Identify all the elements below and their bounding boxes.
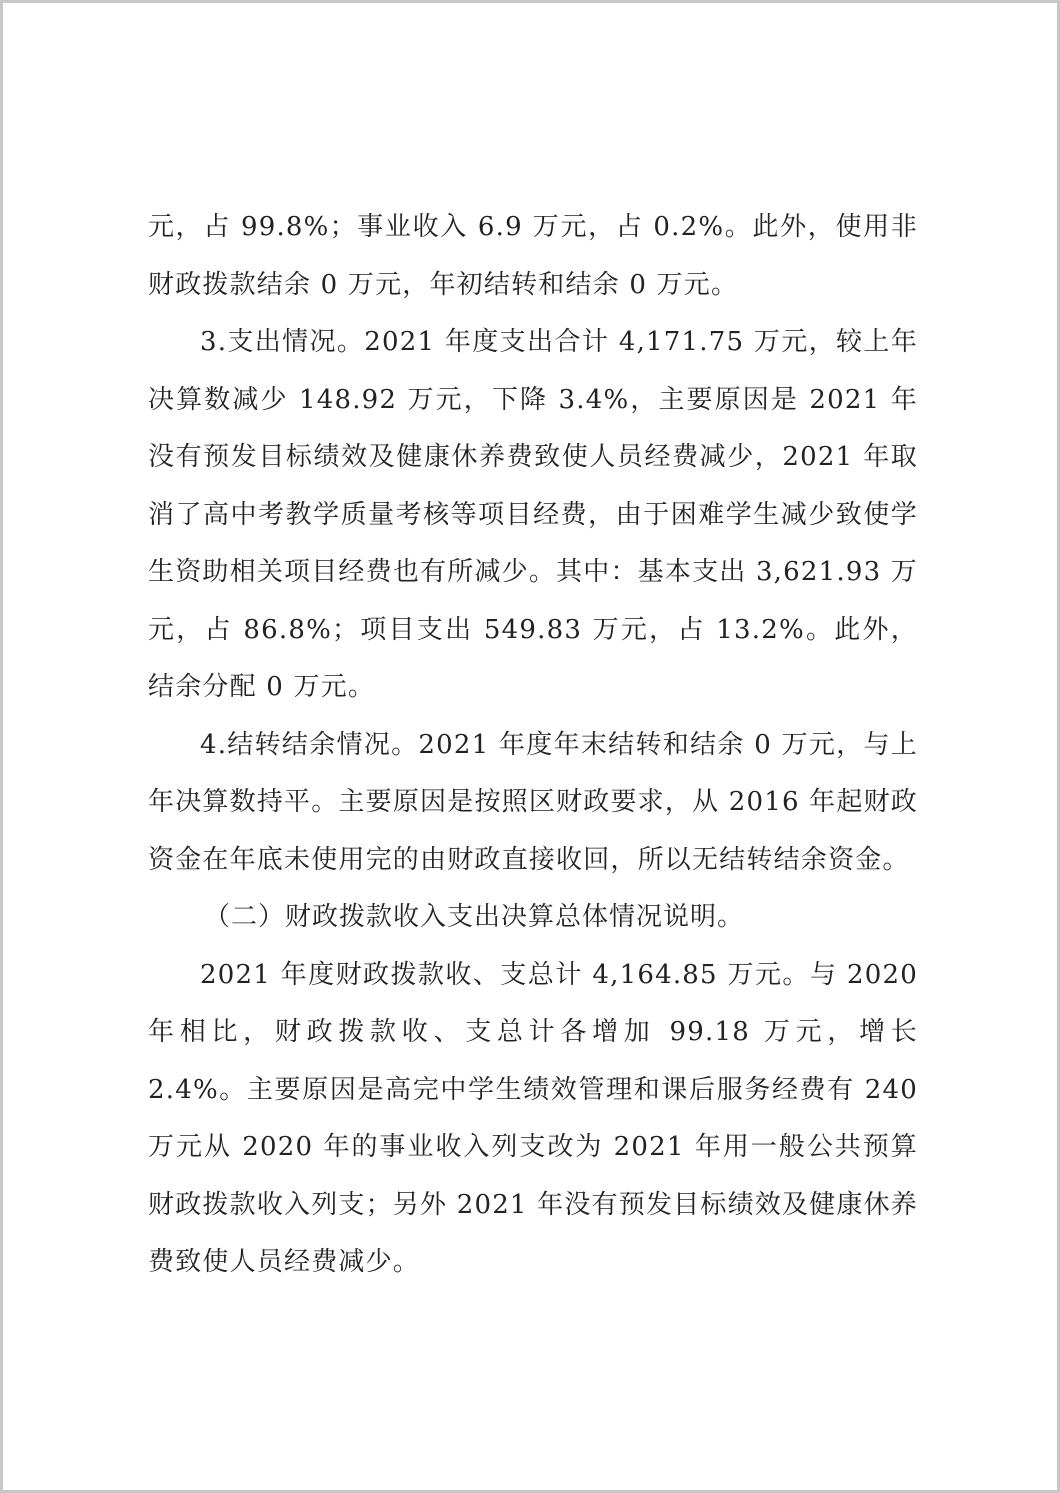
paragraph-income-continued: 元，占 99.8%；事业收入 6.9 万元，占 0.2%。此外，使用非财政拨款结余 0 万元，年初结转和结余 0 万元。	[148, 212, 918, 300]
section-heading-fiscal-appropriation: （二）财政拨款收入支出决算总体情况说明。	[204, 902, 745, 932]
page-body	[148, 199, 918, 1292]
paragraph-fiscal-appropriation-total: 2021 年度财政拨款收、支总计 4,164.85 万元。与 2020 年相比，财政拨款收、支总计各增加 99.18 万元，增长 2.4%。主要原因是高完中学生绩效管理和课后服务经费有 240 万元从 2020 年的事业收入列支改为 2021 年用一般公共预算财政拨款收入列支；另外 2021 年没有预发目标绩效及健康休养费致使人员经费减少。	[148, 959, 918, 1277]
paragraph-carryover-balance: 4.结转结余情况。2021 年度年末结转和结余 0 万元，与上年决算数持平。主要原因是按照区财政要求，从 2016 年起财政资金在年底未使用完的由财政直接收回，所以无结转结余资金。	[148, 729, 918, 875]
paragraph-expenditure: 3.支出情况。2021 年度支出合计 4,171.75 万元，较上年决算数减少 148.92 万元，下降 3.4%，主要原因是 2021 年没有预发目标绩效及健康休养费致使人员经费减少，2021 年取消了高中考教学质量考核等项目经费，由于困难学生减少致使学生资助相关项目经费也有所减少。其中：基本支出 3,621.93 万元，占 86.8%；项目支出 549.83 万元，占 13.2%。此外，结余分配 0 万元。	[148, 327, 918, 702]
